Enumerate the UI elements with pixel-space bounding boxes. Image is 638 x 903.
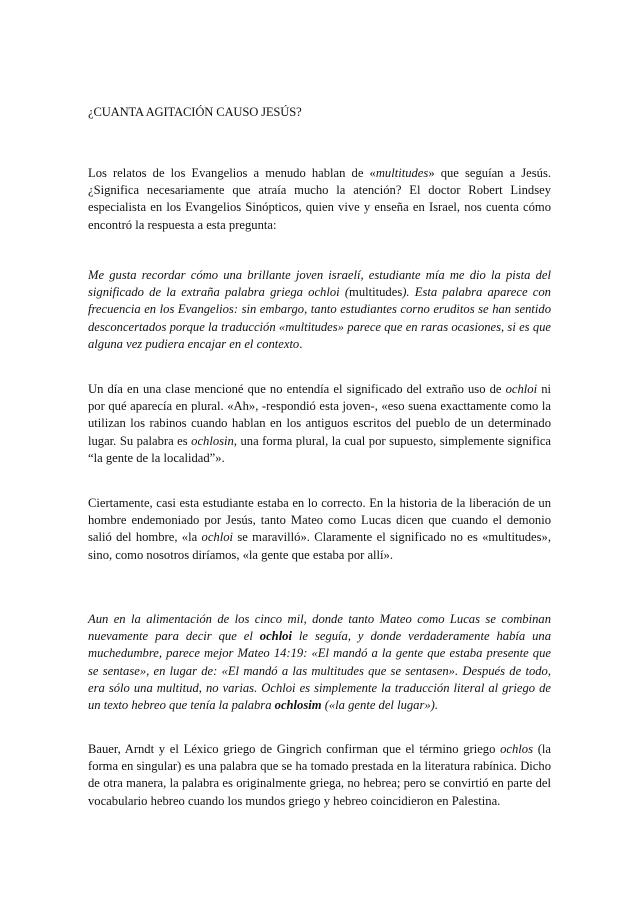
text-run: Los relatos de los Evangelios a menudo hablan de « [88,166,376,180]
text-run: ). Esta palabra aparece con frecuencia en los Evangelios: sin embargo, tanto estudiantes corno eruditos se han sentido desconcertados porque la traducción «multitudes» parece que en raras ocasiones, si es que alguna vez pudiera encajar en el contexto [88,285,551,351]
text-run: Me gusta recordar cómo una brillante joven israelí, estudiante mía me dio la pista del significado de la extraña palabra griega ochloi ( [88,268,551,300]
emphasis: ochlos [500,742,533,756]
text-run: ni por qué aparecía en plural. «Ah», -respondió esta joven-, «eso suena exacttamente como la utilizan los rabinos cuando hablan en los antiguos escritos del pueblo de un determinado lugar. Su palabra es [88,382,551,448]
text-run: (la forma en singular) es una palabra que se ha tomado prestada en la literatura rabínica. Dicho de otra manera, la palabra es originalmente griega, no hebrea; pero se convirtió en parte del vocabulario hebreo cuando los mundos griego y hebreo coincidieron en Palestina. [88,742,551,808]
text-run: Un día en una clase mencioné que no entendía el significado del extraño uso de [88,382,506,396]
text-run: » que seguían a Jesús. ¿Significa necesariamente que atraía mucho la atención? El doctor Robert Lindsey especialista en los Evangelios Sinópticos, quien vive y enseña en Israel, nos cuenta cómo encontró la respuesta a esta pregunta: [88,166,551,232]
bold-term: ochlosim [274,698,322,713]
normal-text: multitudes [349,285,403,300]
emphasis: ochlosin [191,433,234,448]
emphasis: multitudes [375,166,429,180]
paragraph-demoniac [88,495,551,564]
bold-term: ochloi [259,629,292,644]
paragraph-quote-1 [88,267,551,353]
normal-text: . [299,336,303,351]
paragraph-quote-2 [88,611,551,714]
text-run: se maravilló». Claramente el significado no es «multitudes», sino, como nosotros diríamos, «la gente que estaba por allí». [88,530,551,562]
text-run: le seguía, y donde verdaderamente había una muchedumbre, parece mejor Mateo 14:19: «El mandó a la gente que estaba presente que se sentase», en lugar de: «El mandó a las multitudes que se sentasen». Después de todo, era sólo una multitud, no varias. Ochloi es simplemente la traducción literal al griego de un texto hebreo que tenía la palabra [88,629,551,713]
paragraph-class-story [88,381,551,467]
emphasis: ochloi [505,382,538,396]
text-run: Aun en la alimentación de los cinco mil, donde tanto Mateo como Lucas se combinan nuevamente para decir que el [88,612,551,644]
paragraph-intro [88,165,551,234]
paragraph-lexicon [88,741,551,810]
text-run: , una forma plural, la cual por supuesto, simplemente significa “la gente de la localidad”». [88,433,551,465]
text-run: («la gente del lugar»). [321,698,439,713]
text-run: Ciertamente, casi esta estudiante estaba en lo correcto. En la historia de la liberación de un hombre endemoniado por Jesús, tanto Mateo como Lucas dicen que cuando el demonio salió del hombre, «la [88,496,551,545]
emphasis: ochloi [201,530,234,545]
document-title: ¿CUANTA AGITACIÓN CAUSO JESÚS? [88,105,302,119]
text-run: Bauer, Arndt y el Léxico griego de Gingrich confirman que el término griego [88,742,501,756]
